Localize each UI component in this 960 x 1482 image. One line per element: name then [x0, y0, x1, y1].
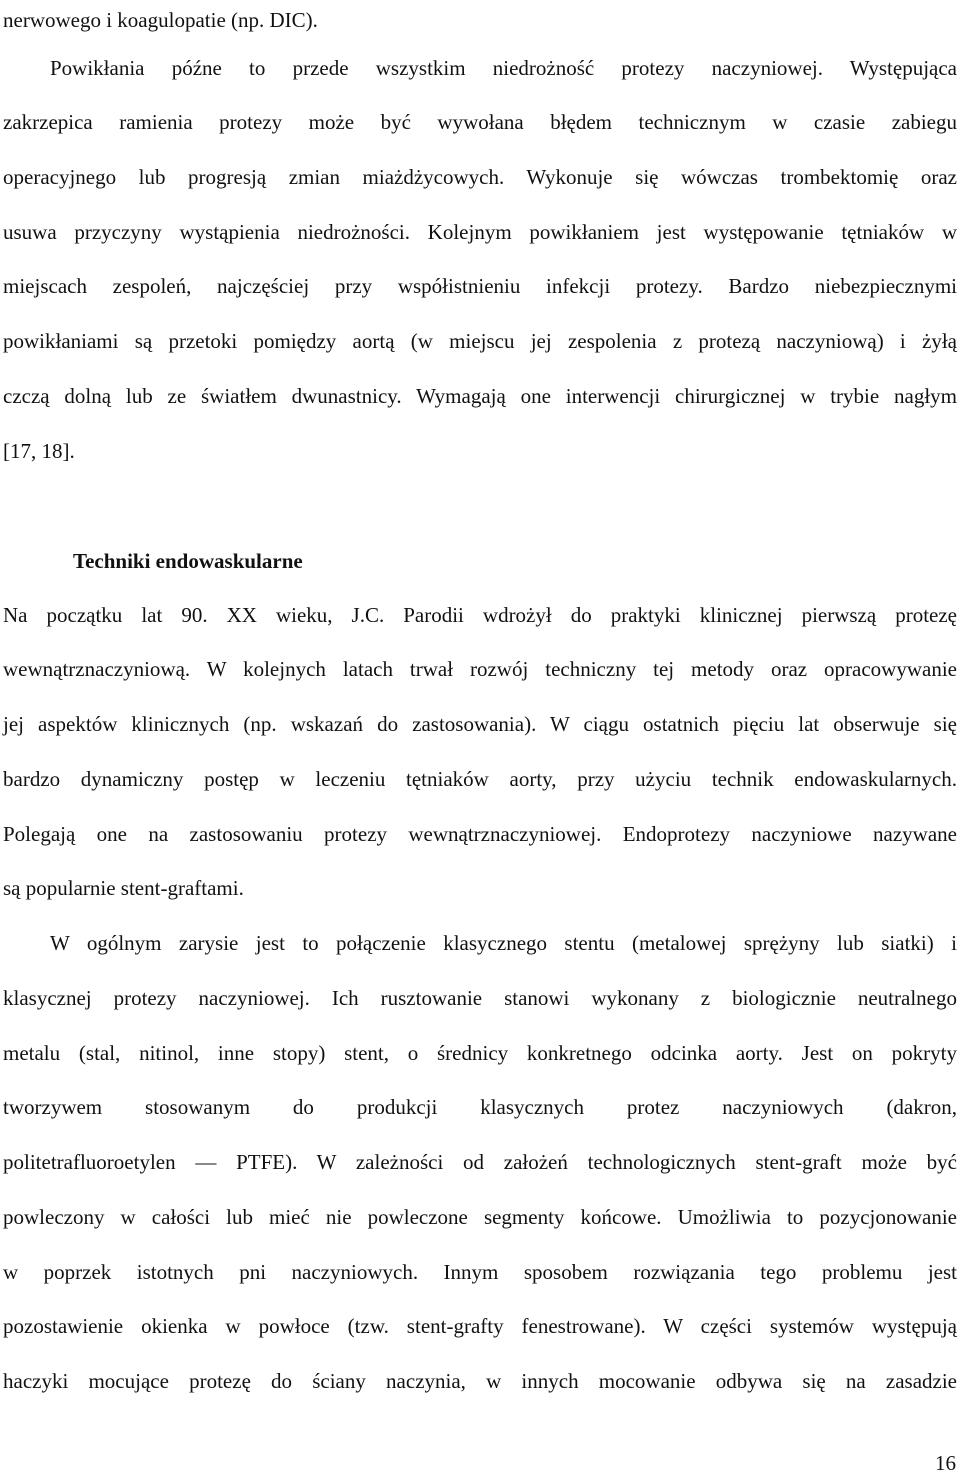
page-number: 16: [935, 1451, 956, 1475]
text-line: jej aspektów klinicznych (np. wskazań do zastosowania). W ciągu ostatnich pięciu lat obserwuje się: [3, 712, 957, 736]
text-line: czczą dolną lub ze światłem dwunastnicy. Wymagają one interwencji chirurgicznej w trybie nagłym: [3, 384, 957, 408]
text-line: bardzo dynamiczny postęp w leczeniu tętniaków aorty, przy użyciu technik endowaskularnych.: [3, 767, 957, 791]
text-line: operacyjnego lub progresją zmian miażdżycowych. Wykonuje się wówczas trombektomię oraz: [3, 165, 957, 189]
text-line: są popularnie stent-graftami.: [3, 876, 244, 900]
text-line: pozostawienie okienka w powłoce (tzw. stent-grafty fenestrowane). W części systemów występują: [3, 1314, 957, 1338]
text-line: Polegają one na zastosowaniu protezy wewnątrznaczyniowej. Endoprotezy naczyniowe nazywane: [3, 822, 957, 846]
text-line: usuwa przyczyny wystąpienia niedrożności. Kolejnym powikłaniem jest występowanie tętniaków w: [3, 220, 957, 244]
text-line: powikłaniami są przetoki pomiędzy aortą (w miejscu jej zespolenia z protezą naczyniową) i żyłą: [3, 329, 957, 353]
text-line: powleczony w całości lub mieć nie powleczone segmenty końcowe. Umożliwia to pozycjonowanie: [3, 1205, 957, 1229]
text-line: metalu (stal, nitinol, inne stopy) stent, o średnicy konkretnego odcinka aorty. Jest on pokryty: [3, 1041, 957, 1065]
text-line: politetrafluoroetylen — PTFE). W zależności od założeń technologicznych stent-graft może być: [3, 1150, 957, 1174]
text-line: [17, 18].: [3, 439, 75, 463]
text-line: wewnątrznaczyniową. W kolejnych latach trwał rozwój techniczny tej metody oraz opracowywanie: [3, 657, 957, 681]
text-line: Na początku lat 90. XX wieku, J.C. Parodii wdrożył do praktyki klinicznej pierwszą protezę: [3, 603, 957, 627]
text-line: nerwowego i koagulopatie (np. DIC).: [3, 8, 318, 32]
text-line: klasycznej protezy naczyniowej. Ich rusztowanie stanowi wykonany z biologicznie neutralnego: [3, 986, 957, 1010]
text-line: haczyki mocujące protezę do ściany naczynia, w innych mocowanie odbywa się na zasadzie: [3, 1369, 957, 1393]
text-line: miejscach zespoleń, najczęściej przy współistnieniu infekcji protezy. Bardzo niebezpiecznymi: [3, 274, 957, 298]
text-line: zakrzepica ramienia protezy może być wywołana błędem technicznym w czasie zabiegu: [3, 110, 957, 134]
text-line: w poprzek istotnych pni naczyniowych. Innym sposobem rozwiązania tego problemu jest: [3, 1260, 957, 1284]
section-heading: Techniki endowaskularne: [73, 549, 303, 573]
text-line: W ogólnym zarysie jest to połączenie klasycznego stentu (metalowej sprężyny lub siatki) i: [50, 931, 957, 955]
text-line: tworzywem stosowanym do produkcji klasycznych protez naczyniowych (dakron,: [3, 1095, 957, 1119]
text-line: Powikłania późne to przede wszystkim niedrożność protezy naczyniowej. Występująca: [50, 56, 957, 80]
